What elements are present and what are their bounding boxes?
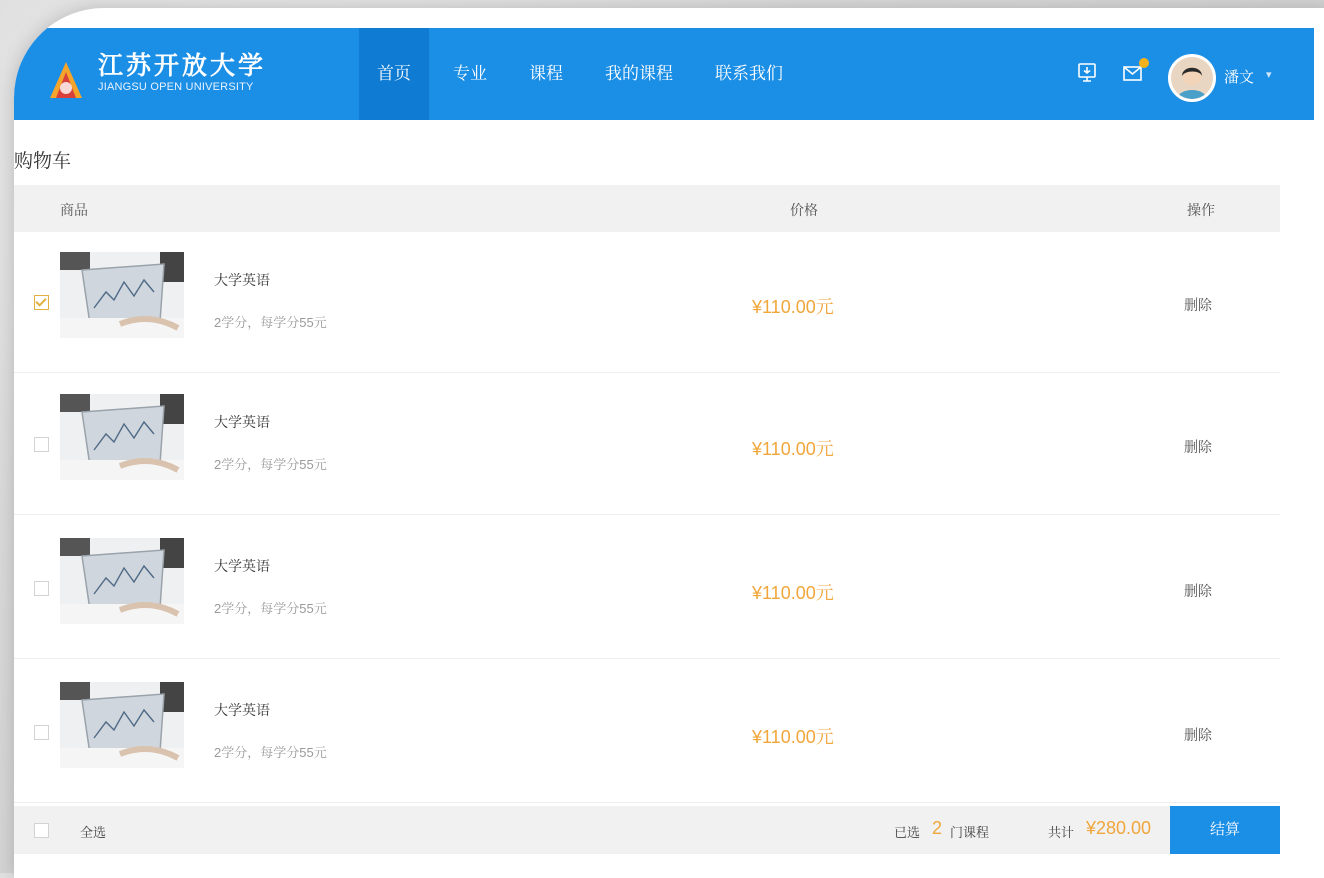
course-name: 大学英语 (214, 558, 270, 574)
top-navigation-bar (14, 28, 1314, 120)
course-price: ¥110.00元 (752, 583, 834, 603)
notification-dot (1139, 58, 1149, 68)
column-price: 价格 (790, 202, 818, 218)
laptop-chart-image-icon (60, 252, 184, 338)
course-desc: 2学分，每学分55元 (214, 601, 327, 616)
selected-count: 2 (932, 818, 943, 838)
page-title: 购物车 (14, 151, 72, 172)
total-amount: ¥280.00 (1086, 818, 1152, 838)
nav-contact-us[interactable]: 联系我们 (715, 64, 783, 83)
row-checkbox[interactable] (34, 581, 49, 596)
cart-row (14, 518, 1280, 659)
cart-table-header (14, 185, 1280, 232)
laptop-chart-image-icon (60, 394, 184, 480)
course-name: 大学英语 (214, 414, 270, 430)
chevron-down-icon[interactable]: ▾ (1266, 69, 1272, 81)
app-window (14, 8, 1324, 878)
course-price: ¥110.00元 (752, 727, 834, 747)
delete-button[interactable]: 删除 (1184, 439, 1212, 455)
column-action: 操作 (1187, 202, 1215, 218)
user-name[interactable]: 潘文 (1224, 69, 1255, 86)
row-checkbox[interactable] (34, 725, 49, 740)
course-thumbnail (60, 538, 184, 624)
download-icon[interactable] (1076, 62, 1098, 84)
select-all-checkbox[interactable] (34, 823, 49, 838)
nav-home[interactable]: 首页 (359, 28, 429, 120)
logo-chinese-name: 江苏开放大学 (98, 51, 267, 80)
delete-button[interactable]: 删除 (1184, 297, 1212, 313)
user-avatar[interactable] (1168, 54, 1216, 102)
university-logo-icon (46, 58, 86, 102)
cart-row (14, 232, 1280, 373)
selected-suffix: 门课程 (950, 825, 990, 840)
column-product: 商品 (60, 202, 88, 218)
total-label: 共计 (1048, 825, 1075, 840)
course-desc: 2学分，每学分55元 (214, 745, 327, 760)
delete-button[interactable]: 删除 (1184, 583, 1212, 599)
checkout-button[interactable]: 结算 (1170, 806, 1280, 854)
course-price: ¥110.00元 (752, 439, 834, 459)
course-name: 大学英语 (214, 702, 270, 718)
selected-prefix: 已选 (894, 825, 921, 840)
main-nav (359, 28, 801, 120)
nav-courses[interactable]: 课程 (529, 64, 563, 83)
nav-majors[interactable]: 专业 (453, 64, 487, 83)
course-thumbnail (60, 394, 184, 480)
laptop-chart-image-icon (60, 538, 184, 624)
select-all-label[interactable]: 全选 (80, 825, 107, 840)
course-price: ¥110.00元 (752, 297, 834, 317)
cart-footer (14, 806, 1280, 854)
course-thumbnail (60, 682, 184, 768)
row-checkbox[interactable] (34, 295, 49, 310)
course-thumbnail (60, 252, 184, 338)
row-checkbox[interactable] (34, 437, 49, 452)
course-desc: 2学分，每学分55元 (214, 457, 327, 472)
course-desc: 2学分，每学分55元 (214, 315, 327, 330)
nav-my-courses[interactable]: 我的课程 (605, 64, 673, 83)
logo-english-name: JIANGSU OPEN UNIVERSITY (98, 81, 254, 93)
avatar-portrait-icon (1171, 57, 1213, 99)
laptop-chart-image-icon (60, 682, 184, 768)
delete-button[interactable]: 删除 (1184, 727, 1212, 743)
cart-row (14, 374, 1280, 515)
course-name: 大学英语 (214, 272, 270, 288)
cart-row (14, 662, 1280, 803)
